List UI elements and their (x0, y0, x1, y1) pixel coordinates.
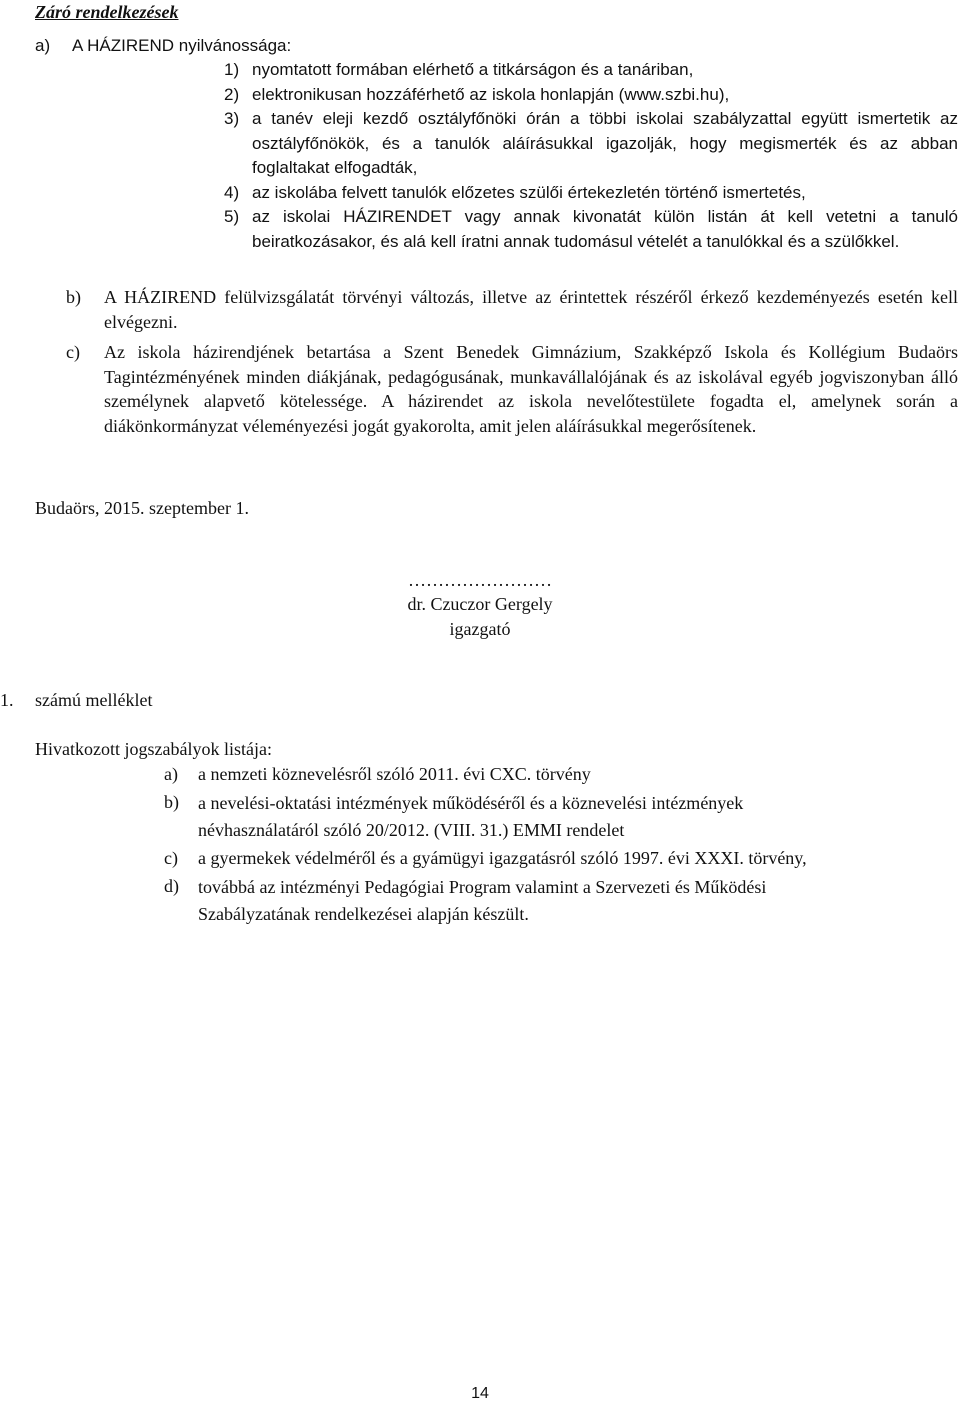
law-item: a nemzeti köznevelésről szóló 2011. évi CXC. törvény (198, 764, 591, 784)
list-item-number: 5) (224, 207, 240, 226)
appendix-list-title: Hivatkozott jogszabályok listája: (35, 739, 272, 759)
signature-line: …………………… (408, 570, 552, 590)
list-item-number: 1) (224, 60, 240, 79)
law-item-label: b) (164, 792, 179, 812)
section-a-label: a) (35, 36, 51, 55)
section-c-label: c) (66, 342, 80, 362)
law-item-label: a) (164, 764, 178, 784)
section-b-text: A HÁZIREND felülvizsgálatát törvényi változás, illetve az érintettek részéről érkező kezdeményezés esetén kell elvégezni. (104, 287, 958, 332)
section-c-text: Az iskola házirendjének betartása a Szent Benedek Gimnázium, Szakképző Iskola és Kollégium Budaörs Tagintézményének minden diákjának, pedagógusának, munkavállalójának és az iskolával egyéb jogviszonyban álló személynek alapvető kötelessége. A házirendet az iskola nevelőtestülete fogadta el, amelynek során a diákönkormányzat véleményezési jogát gyakorolta, amit jelen aláírásukkal megerősítenek. (104, 342, 958, 436)
list-item: nyomtatott formában elérhető a titkárságon és a tanáriban, (252, 60, 694, 79)
section-heading: Záró rendelkezések (35, 2, 179, 22)
list-item: a tanév eleji kezdő osztályfőnöki órán a többi iskolai szabályzattal együtt ismertetik az osztályfőnökök, és a tanulók aláírásukkal igazolják, hogy megismerték és az abban foglaltakat elfogadták, (252, 109, 958, 177)
list-item: az iskolába felvett tanulók előzetes szülői értekezletén történő ismertetés, (252, 183, 806, 202)
appendix-title: számú melléklet (35, 690, 153, 710)
list-item-number: 4) (224, 183, 240, 202)
law-item-label: c) (164, 848, 178, 868)
appendix-number: 1. (0, 690, 14, 710)
law-item: továbbá az intézményi Pedagógiai Program valamint a Szervezeti és Működési Szabályzatának rendelkezései alapján készült. (198, 877, 767, 924)
law-item: a nevelési-oktatási intézmények működéséről és a köznevelési intézmények névhasználatáról szóló 20/2012. (VIII. 31.) EMMI rendelet (198, 793, 744, 840)
list-item: az iskolai HÁZIRENDET vagy annak kivonatát külön listán át kell vetetni a tanuló beiratkozásakor, és alá kell íratni annak tudomásul vételét a tanulókkal és a szülőkkel. (252, 207, 958, 251)
list-item-number: 2) (224, 85, 240, 104)
signer-name: dr. Czuczor Gergely (407, 594, 553, 614)
place-date: Budaörs, 2015. szeptember 1. (35, 498, 249, 518)
list-item-number: 3) (224, 109, 240, 128)
law-item-label: d) (164, 876, 179, 896)
section-a-title: A HÁZIREND nyilvánossága: (72, 36, 292, 55)
page-number: 14 (471, 1385, 489, 1402)
law-item: a gyermekek védelméről és a gyámügyi igazgatásról szóló 1997. évi XXXI. törvény, (198, 848, 807, 868)
section-b-label: b) (66, 287, 81, 307)
list-item: elektronikusan hozzáférhető az iskola honlapján (www.szbi.hu), (252, 85, 730, 104)
signer-title: igazgató (449, 619, 511, 639)
